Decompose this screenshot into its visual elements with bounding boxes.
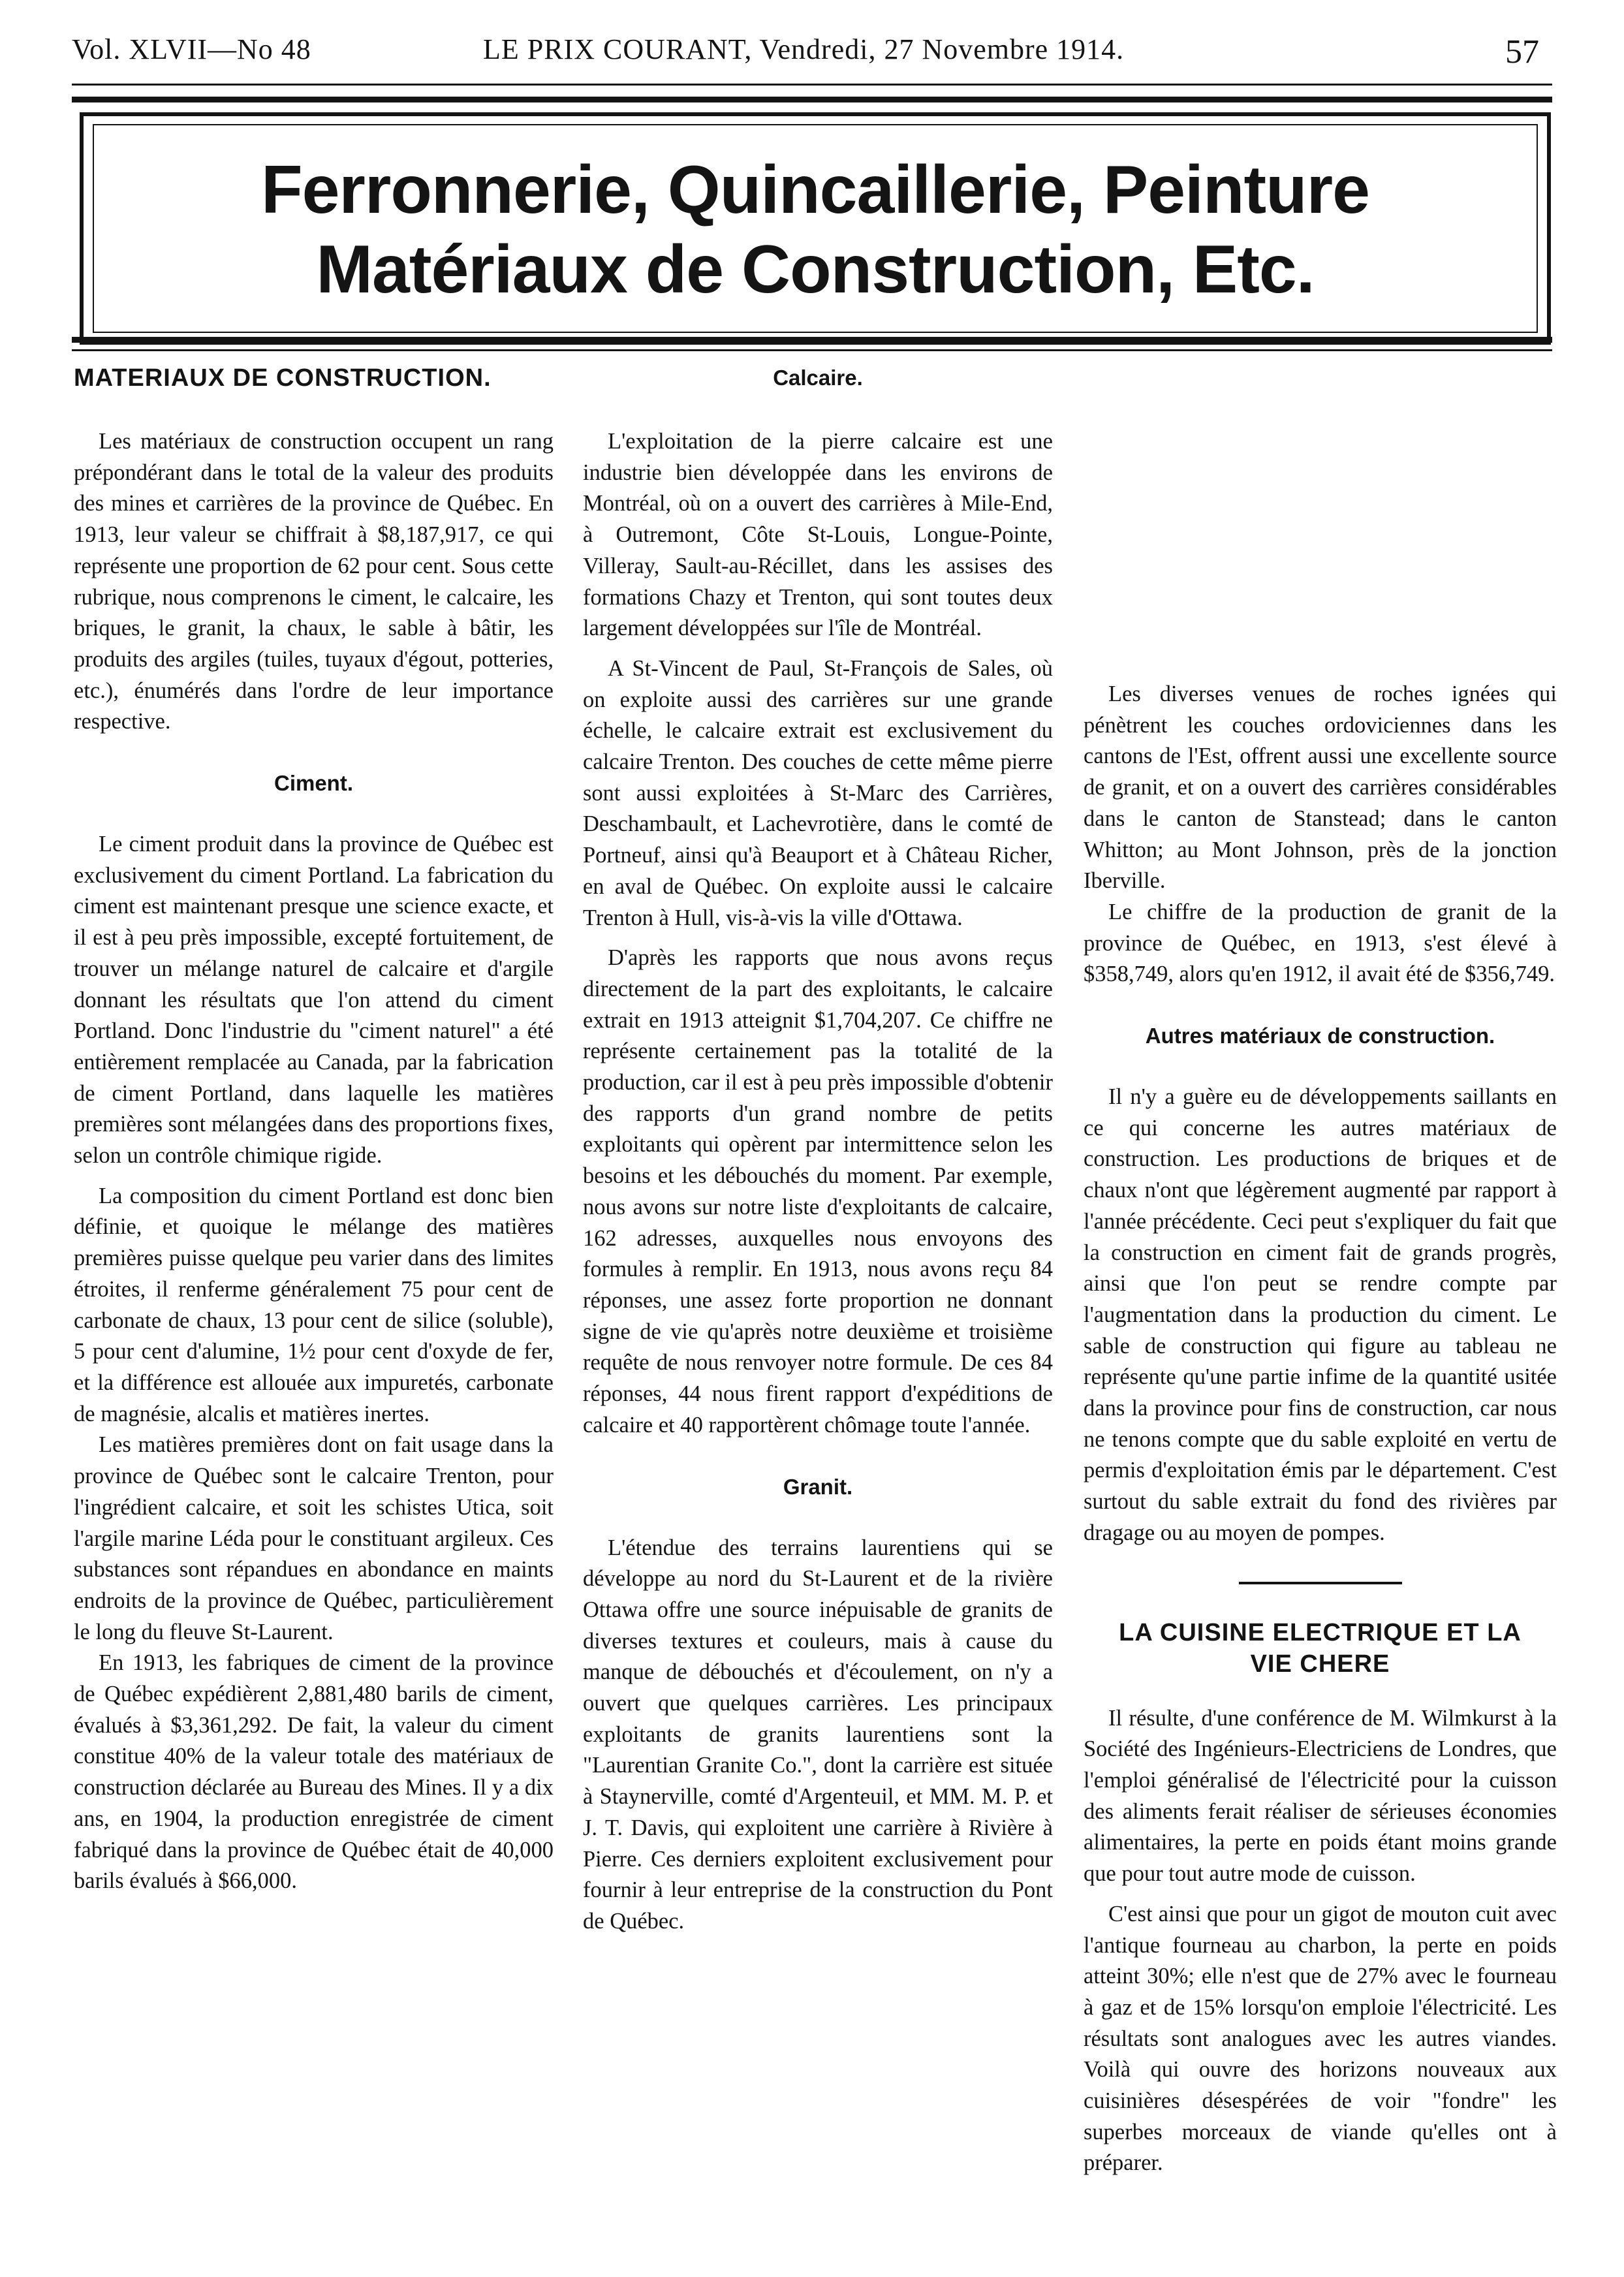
banner-rule-thick	[72, 337, 1552, 343]
volume-number: Vol. XLVII—No 48	[72, 33, 311, 65]
article-separator-rule	[1239, 1582, 1402, 1584]
heading-ciment: Ciment.	[273, 771, 353, 796]
paragraph-granit-3: Le chiffre de la production de granit de la province de Québec, en 1913, s'est élevé à $358,749, alors qu'en 1912, il avait été de $356,749.	[1084, 899, 1557, 987]
page-number: 57	[1505, 33, 1539, 71]
paragraph-calcaire-1: L'exploitation de la pierre calcaire est une industrie bien développée dans les environs de Montréal, où on a ouvert des carrières à Mile-End, à Outremont, Côte St-Louis, Longue-Pointe, Villeray, Sault-au-Récillet, dans les assises des formations Chazy et Trenton, qui sont toutes deux largement développées sur l'île de Montréal.	[583, 429, 1053, 641]
banner-line-1: Ferronnerie, Quincaillerie, Peinture	[261, 152, 1369, 228]
paragraph-calcaire-2: A St-Vincent de Paul, St-François de Sales, où on exploite aussi des carrières sur une grande échelle, le calcaire extrait est exclusivement du calcaire Trenton. Des couches de cette même pierre sont aussi exploitées à St-Marc des Carrières, Deschambault, et Lachevrotière, dans le comté de Portneuf, ainsi qu'à Beauport et à Château Richer, en aval de Québec. On exploite aussi le calcaire Trenton à Hull, vis-à-vis la ville d'Ottawa.	[583, 655, 1053, 930]
banner-line-2: Matériaux de Construction, Etc.	[316, 232, 1315, 307]
header-rule-thick	[72, 97, 1552, 102]
paragraph-ciment-4: En 1913, les fabriques de ciment de la province de Québec expédièrent 2,881,480 barils de ciment, évalués à $3,361,292. De fait, la valeur du ciment constitue 40% de la valeur totale des matériaux de construction déclarée au Bureau des Mines. Il y a dix ans, en 1904, la production enregistrée de ciment fabriqué dans la province de Québec était de 40,000 barils évalués à $66,000.	[74, 1650, 554, 1894]
running-header	[72, 26, 1559, 78]
paragraph-cuisine-1: Il résulte, d'une conférence de M. Wilmkurst à la Société des Ingénieurs-Electriciens de Londres, que l'emploi généralisé de l'électricité pour la cuisson des aliments ferait réaliser de sérieuses économies alimentaires, la perte en poids étant moins grande que pour tout autre mode de cuisson.	[1084, 1705, 1557, 1887]
banner-rule-thin	[72, 349, 1552, 351]
column-3	[1084, 679, 1557, 2179]
section-banner	[80, 112, 1551, 345]
paragraph-intro: Les matériaux de construction occupent un rang prépondérant dans le total de la valeur des produits des mines et carrières de la province de Québec. En 1913, leur valeur se chiffrait à $8,187,917, ce qui représente une proportion de 62 pour cent. Sous cette rubrique, nous comprenons le ciment, le calcaire, les briques, le granit, la chaux, le sable à bâtir, les produits des argiles (tuiles, tuyaux d'égout, potteries, etc.), énumérés dans l'ordre de leur importance respective.	[74, 429, 554, 734]
heading-granit: Granit.	[783, 1474, 853, 1499]
paragraph-calcaire-3: D'après les rapports que nous avons reçus directement de la part des exploitants, le calcaire extrait en 1913 atteignit $1,704,207. Ce chiffre ne représente certainement pas la totalité de la production, car il est à peu près impossible d'obtenir des rapports d'un grand nombre de petits exploitants qui opèrent par intermittence selon les besoins et les débouchés du moment. Par exemple, nous avons sur notre liste d'exploitants de calcaire, 162 adresses, auxquelles nous envoyons des formules à remplir. En 1913, nous avons reçu 84 réponses, une assez forte proportion ne donnant signe de vie qu'après notre deuxième et troisième requête de nous renvoyer notre formule. De ces 84 réponses, 44 nous firent rapport d'expéditions de calcaire et 40 rapportèrent chômage toute l'année.	[583, 945, 1054, 1437]
heading-autres-materiaux: Autres matériaux de construction.	[1145, 1024, 1495, 1048]
paragraph-cuisine-2: C'est ainsi que pour un gigot de mouton cuit avec l'antique fourneau au charbon, la perte en poids atteint 30%; elle n'est que de 27% avec le fourneau à gaz et de 15% lorsqu'on emploie l'électricité. Les résultats sont analogues avec les autres viandes. Voilà qui ouvre des horizons nouveaux aux cuisinières désespérées de voir "fondre" les superbes morceaux de viande qu'elles ont à préparer.	[1084, 1901, 1557, 2176]
heading-calcaire: Calcaire.	[773, 366, 863, 390]
section-banner-title	[84, 150, 1547, 309]
column-2	[583, 362, 1053, 1938]
column-1	[74, 362, 554, 1897]
article-title-cuisine-line2: VIE CHERE	[1250, 1650, 1390, 1678]
paragraph-granit-1: L'étendue des terrains laurentiens qui se développe au nord du St-Laurent et de la rivière Ottawa offre une source inépuisable de granits de diverses textures et couleurs, mais à cause du manque de débouchés et d'écoulement, on n'y a ouvert que quelques carrières. Les principaux exploitants de granits laurentiens sont la "Laurentian Granite Co.", dont la carrière est située à Staynerville, comté d'Argenteuil, et MM. M. P. et J. T. Davis, qui exploitent une carrière à Rivière à Pierre. Ces derniers exploitent exclusivement pour fournir à leur entreprise de la construction du Pont de Québec.	[583, 1535, 1053, 1934]
paragraph-ciment-2: La composition du ciment Portland est donc bien définie, et quoique le mélange des matières premières puisse quelque peu varier dans des limites étroites, il renferme généralement 75 pour cent de carbonate de chaux, 13 pour cent de silice (soluble), 5 pour cent d'alumine, 1½ pour cent d'oxyde de fer, et la différence est allouée aux impuretés, carbonate de magnésie, alcalis et matières inertes.	[74, 1183, 554, 1426]
article-title-materiaux: MATERIAUX DE CONSTRUCTION.	[74, 364, 492, 392]
article-title-cuisine	[1084, 1617, 1557, 1680]
article-title-cuisine-line1: LA CUISINE ELECTRIQUE ET LA	[1119, 1618, 1522, 1646]
header-rule-thin	[72, 84, 1552, 86]
paragraph-ciment-1: Le ciment produit dans la province de Québec est exclusivement du ciment Portland. La fabrication du ciment est maintenant presque une science exacte, et il est à peu près impossible, excepté fortuitement, de trouver un mélange naturel de calcaire et d'argile donnant les résultats que l'on attend du ciment Portland. Donc l'industrie du "ciment naturel" a été entièrement remplacée au Canada, par la fabrication de ciment Portland, dans laquelle les matières premières sont mélangées dans des proportions fixes, selon un contrôle chimique rigide.	[74, 832, 554, 1169]
paragraph-autres-1: Il n'y a guère eu de développements saillants en ce qui concerne les autres matériaux de construction. Les productions de briques et de chaux n'ont que légèrement augmenté par rapport à l'année précédente. Ceci peut s'expliquer du fait que la construction en ciment fait de grands progrès, ainsi que l'on peut se rendre compte par l'augmentation dans la production du ciment. Le sable de construction qui figure au tableau ne représente qu'une partie infime de la quantité usitée dans la province pour fins de construction, car nous ne tenons compte que du sable exploité en vertu de permis d'exploitation émis par le département. C'est surtout du sable extrait du fond des rivières par dragage ou au moyen de pompes.	[1084, 1084, 1557, 1545]
paragraph-granit-2: Les diverses venues de roches ignées qui pénètrent les couches ordoviciennes dans les cantons de l'Est, offrent aussi une excellente source de granit, et on a ouvert des carrières considérables dans le canton de Stanstead; dans le canton Whitton; au Mont Johnson, près de la jonction Iberville.	[1084, 682, 1557, 894]
paragraph-ciment-3: Les matières premières dont on fait usage dans la province de Québec sont le calcaire Trenton, pour l'ingrédient calcaire, et soit les schistes Utica, soit l'argile marine Léda pour le constituant argileux. Ces substances sont répandues en abondance en maints endroits de la province de Québec, particulièrement le long du fleuve St-Laurent.	[74, 1432, 554, 1644]
publication-dateline: LE PRIX COURANT, Vendredi, 27 Novembre 1914.	[483, 33, 1125, 65]
